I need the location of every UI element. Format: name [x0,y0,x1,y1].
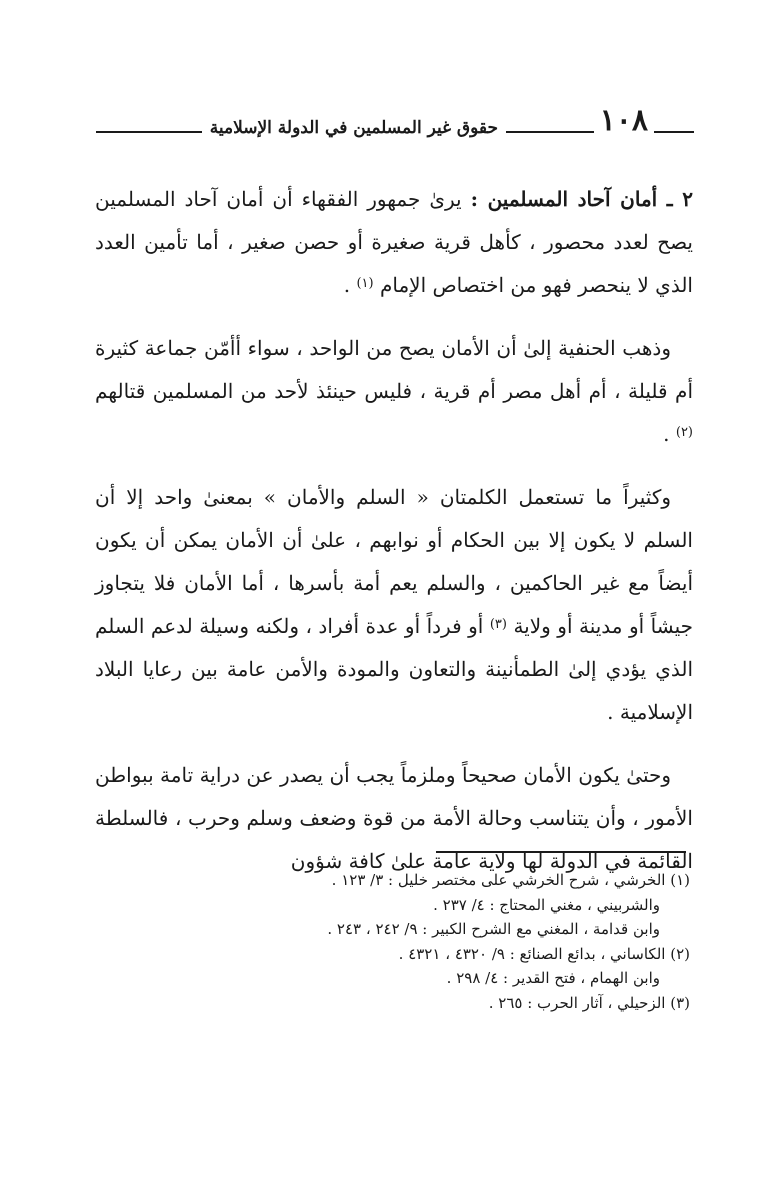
footnote-separator [436,851,686,853]
section-heading: ٢ ـ أمان آحاد المسلمين : [470,187,693,211]
paragraph-1-tail: . [343,273,357,297]
paragraph-2 [95,327,693,456]
footnote-line: (٢) الكاساني ، بدائع الصنائع : ٩/ ٤٣٢٠ ، ٤٣٢١ . [398,944,690,963]
paragraph-3-text-b: أو فرداً أو عدة أفراد ، ولكنه وسيلة لدعم السلم الذي يؤدي إلىٰ الطمأنينة والتعاون والمودة والأمن عامة بين رعايا البلاد الإسلامية . [95,614,693,724]
paragraph-3 [95,476,693,734]
footnote-line: والشربيني ، مغني المحتاج : ٤/ ٢٣٧ . [433,895,660,914]
footnote-line: وابن الهمام ، فتح القدير : ٤/ ٢٩٨ . [446,969,660,987]
footnote-line: (١) الخرشي ، شرح الخرشي على مختصر خليل : ٣/ ١٢٣ . [331,871,690,889]
paragraph-2-tail: . [663,422,676,446]
running-title: حقوق غير المسلمين في الدولة الإسلامية [202,116,506,140]
footnote-ref-1: (١) [356,276,374,291]
footnote-line: (٣) الزحيلي ، آثار الحرب : ٢٦٥ . [488,993,690,1012]
main-text [95,178,693,903]
footnote-ref-2: (٢) [675,425,693,440]
footnotes [200,868,690,1015]
paragraph-4-text: وحتىٰ يكون الأمان صحيحاً وملزماً يجب أن يصدر عن دراية تامة ببواطن الأمور ، وأن يتناسب وحالة الأمة من قوة وضعف وسلم وحرب ، فالسلطة القائمة في الدولة لها ولاية عامة علىٰ كافة شؤون [95,763,693,873]
paragraph-1-text: يرىٰ جمهور الفقهاء أن أمان آحاد المسلمين يصح لعدد محصور ، كأهل قرية صغيرة أو حصن صغير ، أما تأمين العدد الذي لا ينحصر فهو من اختصاص الإمام [95,187,693,297]
page-number: ١٠٨ [594,104,654,138]
paragraph-4 [95,754,693,883]
footnote-ref-3: (٣) [489,617,507,632]
paragraph-1 [95,178,693,307]
footnote-line: وابن قدامة ، المغني مع الشرح الكبير : ٩/ ٢٤٢ ، ٢٤٣ . [327,920,660,938]
running-header [96,104,694,144]
paragraph-2-text: وذهب الحنفية إلىٰ أن الأمان يصح من الواحد ، سواء أأمّن جماعة كثيرة أم قليلة ، أم أهل مصر أم قرية ، فليس حينئذ لأحد من المسلمين قتالهم [95,336,693,403]
paragraph-3-text-a: وكثيراً ما تستعمل الكلمتان « السلم والأمان » بمعنىٰ واحد إلا أن السلم لا يكون إلا بين الحكام أو نوابهم ، علىٰ أن الأمان يمكن أن يكون أيضاً مع غير الحاكمين ، والسلم يعم أمة بأسرها ، أما الأمان فلا يتجاوز جيشاً أو مدينة أو ولاية [95,485,694,638]
